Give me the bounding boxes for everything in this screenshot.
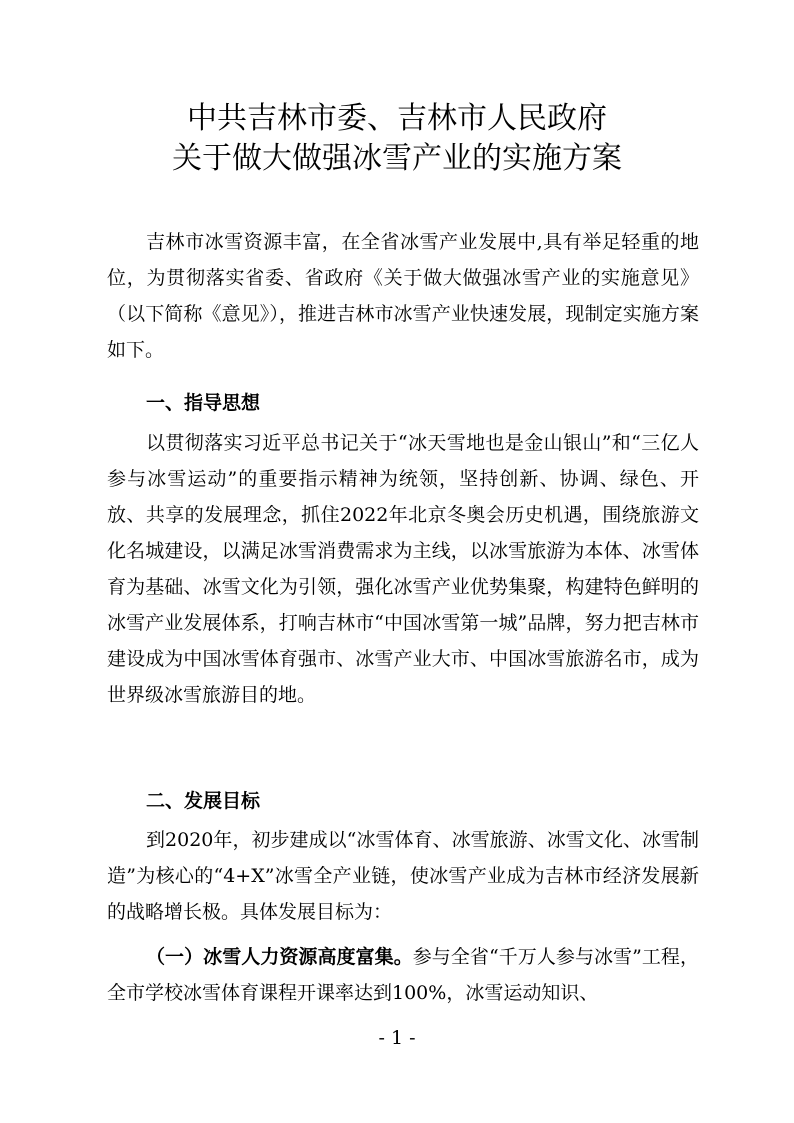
document-title-line2: 关于做大做强冰雪产业的实施方案 [172, 141, 622, 176]
subsection1-paragraph [107, 939, 699, 1011]
subsection1-lead: （一）冰雪人力资源高度富集。 [146, 946, 413, 968]
section2-paragraph: 到2020年，初步建成以“冰雪体育、冰雪旅游、冰雪文化、冰雪制造”为核心的“4+X”冰雪全产业链，使冰雪产业成为吉林市经济发展新的战略增长极。具体发展目标为： [107, 829, 699, 923]
section2-heading: 二、发展目标 [146, 790, 261, 812]
section1-heading: 一、指导思想 [146, 392, 261, 414]
section1-paragraph: 以贯彻落实习近平总书记关于“冰天雪地也是金山银山”和“三亿人参与冰雪运动”的重要指示精神为统领，坚持创新、协调、绿色、开放、共享的发展理念，抓住2022年北京冬奥会历史机遇，围绕旅游文化名城建设，以满足冰雪消费需求为主线，以冰雪旅游为本体、冰雪体育为基础、冰雪文化为引领，强化冰雪产业优势集聚，构建特色鲜明的冰雪产业发展体系，打响吉林市“中国冰雪第一城”品牌，努力把吉林市建设成为中国冰雪体育强市、冰雪产业大市、中国冰雪旅游名市，成为世界级冰雪旅游目的地。 [107, 432, 699, 706]
document-title-line1: 中共吉林市委、吉林市人民政府 [187, 101, 607, 136]
page-number: - 1 - [378, 1027, 416, 1049]
subsection1-body: 参与全省“千万人参与冰雪”工程，全市学校冰雪体育课程开课率达到100%，冰雪运动知识、 [107, 946, 699, 1004]
intro-paragraph: 吉林市冰雪资源丰富，在全省冰雪产业发展中,具有举足轻重的地位，为贯彻落实省委、省政府《关于做大做强冰雪产业的实施意见》（以下简称《意见》），推进吉林市冰雪产业快速发展，现制定实施方案如下。 [107, 231, 699, 361]
